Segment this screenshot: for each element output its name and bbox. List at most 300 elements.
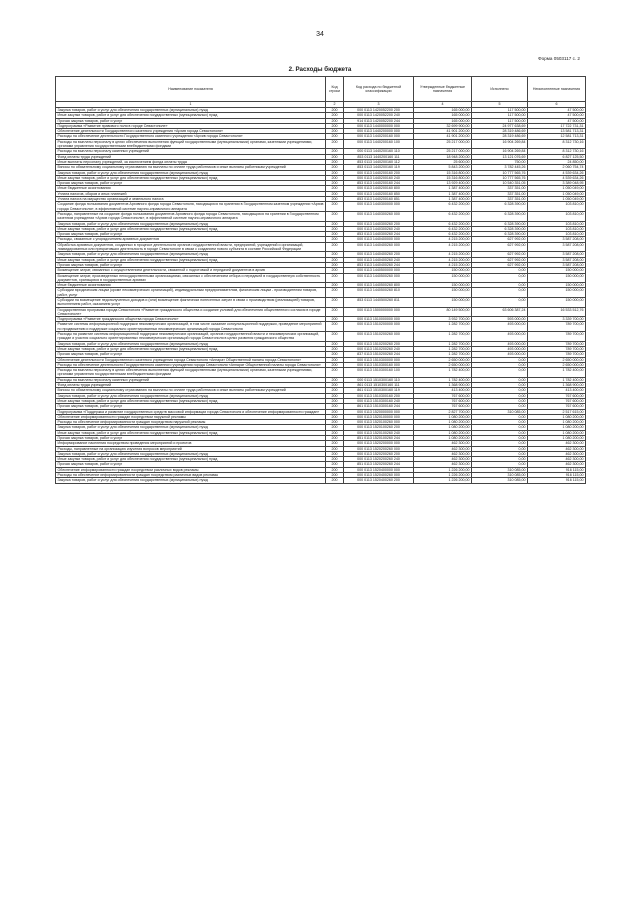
row-budget-code-cell: 000 0113 1440200160 240 (344, 175, 414, 180)
row-name-cell: Закупка товаров, работ и услуг для обеспечения государственных (муниципальных) нужд (56, 478, 326, 483)
row-budget-code-cell: 000 0113 1520400260 000 (344, 473, 414, 478)
row-executed-cell: 10 777 565,76 (472, 175, 528, 180)
row-name-cell: Расходы на обеспечение деятельности Государственного казенного учреждения «Архив города Севастополя» (56, 134, 326, 139)
row-name-cell: Расходы на обеспечение информированности граждан посредством наружной рекламы (56, 420, 326, 425)
row-budget-code-cell: 000 0113 1500000000 000 (344, 307, 414, 317)
row-budget-code-cell: 000 0113 1510200260 240 (344, 346, 414, 351)
row-code-cell: 200 (326, 170, 344, 175)
row-name-cell: Иные закупки товаров, работ и услуг для обеспечения государственных (муниципальных) нужд (56, 430, 326, 435)
row-budget-code-cell: 000 0113 1440400260 240 (344, 257, 414, 262)
row-executed-cell: 0,00 (472, 451, 528, 456)
row-unexecuted-cell: 462 300,00 (528, 441, 586, 446)
row-budget-code-cell: 000 0113 1520400260 200 (344, 478, 414, 483)
row-budget-code-cell: 000 0113 1520200260 200 (344, 451, 414, 456)
row-budget-code-cell: 000 0113 1510300160 000 (344, 362, 414, 367)
row-code-cell: 200 (326, 307, 344, 317)
row-approved-cell: 1 080 200,00 (414, 425, 472, 430)
row-code-cell: 200 (326, 262, 344, 267)
row-approved-cell: 4 215 200,00 (414, 242, 472, 252)
row-code-cell: 200 (326, 242, 344, 252)
table-row (56, 478, 586, 483)
row-budget-code-cell: 853 0113 1440300260 244 (344, 232, 414, 237)
row-approved-cell: 1 282 700,00 (414, 332, 472, 342)
row-executed-cell: 0,00 (472, 441, 528, 446)
row-name-cell: Прочая закупка товаров, работ и услуг (56, 404, 326, 409)
row-name-cell: Возмещение затрат, произведенных негосударственными организациями, связанных с обеспечением отбора и передачей в государственную собственность документов, хранящихся в государственных архивах (56, 273, 326, 283)
row-name-cell: Расходы, направленные на организацию изучения вопросов мероприятий (56, 446, 326, 451)
row-name-cell: Обеспечение деятельности Государственного казенного учреждения «Архив города Севастополя» (56, 129, 326, 134)
row-name-cell: Закупка товаров, работ и услуг для обеспечения государственных (муниципальных) нужд (56, 108, 326, 113)
row-code-cell: 200 (326, 268, 344, 273)
row-name-cell: Иные закупки товаров, работ и услуг для обеспечения государственных (муниципальных) нужд (56, 226, 326, 231)
row-name-cell: Закупка товаров, работ и услуг для обеспечения государственных (муниципальных) нужд (56, 341, 326, 346)
row-approved-cell: 1 080 200,00 (414, 430, 472, 435)
row-unexecuted-cell: 3 339 700,00 (528, 317, 586, 322)
row-unexecuted-cell: 150 000,00 (528, 288, 586, 298)
row-unexecuted-cell: 767 600,00 (528, 393, 586, 398)
row-approved-cell: 1 080 200,00 (414, 436, 472, 441)
row-name-cell: Подпрограмма «Развитие гражданского общества города Севастополя» (56, 317, 326, 322)
row-executed-cell: 28 319 486,69 (472, 134, 528, 139)
row-name-cell: Закупка товаров, работ и услуг для обеспечения государственных (муниципальных) нужд (56, 393, 326, 398)
row-approved-cell: 150 000,00 (414, 288, 472, 298)
table-row (56, 211, 586, 221)
row-executed-cell: 0,00 (472, 430, 528, 435)
row-budget-code-cell: 000 0113 1440200160 200 (344, 170, 414, 175)
row-name-cell: Уплата налога на имущество организаций и земельного налога (56, 197, 326, 202)
row-code-cell: 200 (326, 393, 344, 398)
row-name-cell: Субсидии юридическим лицам (кроме некоммерческих организаций), индивидуальным предпринимателям, физическим лицам - производителям товаров, работ, услуг (56, 288, 326, 298)
row-executed-cell: 0,00 (472, 398, 528, 403)
row-name-cell: Закупка товаров, работ и услуг для обеспечения государственных (муниципальных) нужд (56, 221, 326, 226)
table-row (56, 297, 586, 307)
row-name-cell: Взносы по обязательному социальному страхованию на выплаты по оплате труда работников и иные выплаты работникам учреждений (56, 388, 326, 393)
row-executed-cell: 0,00 (472, 357, 528, 362)
row-unexecuted-cell: 2 517 615,00 (528, 409, 586, 414)
row-code-cell: 200 (326, 436, 344, 441)
header-index: 4 (414, 102, 472, 108)
row-approved-cell: 462 300,00 (414, 462, 472, 467)
row-executed-cell: 750,00 (472, 159, 528, 164)
row-executed-cell: 493 000,00 (472, 346, 528, 351)
row-code-cell: 200 (326, 118, 344, 123)
row-name-cell: Информирование населения посредством проведения мероприятий и проектов (56, 441, 326, 446)
row-executed-cell: 0,00 (472, 362, 528, 367)
row-budget-code-cell: 000 0113 1420052200 240 (344, 113, 414, 118)
row-unexecuted-cell: 3 587 208,00 (528, 237, 586, 242)
row-budget-code-cell: 000 0113 1440300260 240 (344, 226, 414, 231)
row-budget-code-cell: 000 0113 1510000000 000 (344, 317, 414, 322)
row-approved-cell: 1 387 400,00 (414, 186, 472, 191)
row-name-cell: Иные выплаты персоналу учреждений, за исключением фонда оплаты труда (56, 159, 326, 164)
row-budget-code-cell: 000 0113 1520200260 000 (344, 446, 414, 451)
header-indicator: Наименование показателя (56, 77, 326, 102)
row-approved-cell: 767 600,00 (414, 393, 472, 398)
row-budget-code-cell: 000 0113 1440200160 000 (344, 134, 414, 139)
row-unexecuted-cell: 1 368 900,00 (528, 383, 586, 388)
row-unexecuted-cell: 767 600,00 (528, 398, 586, 403)
row-name-cell: Расходы на выплаты персоналу казенных учреждений (56, 149, 326, 154)
row-executed-cell: 0,00 (472, 446, 528, 451)
row-budget-code-cell: 861 0113 1510300160 111 (344, 383, 414, 388)
row-executed-cell: 10 540 351,05 (472, 181, 528, 186)
row-executed-cell: 0,00 (472, 283, 528, 288)
row-name-cell: Обработка архивных документов, созданных в процессе деятельности органов государственной власти, предприятий, учреждений и организаций, ликвидированных или прекративших деятельность в городе Севастополе в связи с созданием нового субъекта в составе Российской Федерации (56, 242, 326, 252)
row-name-cell: Обеспечение информированности граждан посредством различных видов рекламы (56, 467, 326, 472)
row-unexecuted-cell: 103 810,00 (528, 211, 586, 221)
row-code-cell: 200 (326, 357, 344, 362)
row-name-cell: Иные закупки товаров, работ и услуг для обеспечения государственных (муниципальных) нужд (56, 175, 326, 180)
row-budget-code-cell: 000 0113 1440500260 810 (344, 288, 414, 298)
header-budget-code: Код расхода по бюджетной классификации (344, 77, 414, 102)
row-name-cell: Фонд оплаты труда учреждений (56, 383, 326, 388)
row-budget-code-cell: 000 0113 1440200160 100 (344, 139, 414, 149)
row-code-cell: 200 (326, 425, 344, 430)
row-executed-cell: 0,00 (472, 425, 528, 430)
row-budget-code-cell: 853 0113 1440200160 111 (344, 154, 414, 159)
table-row (56, 332, 586, 342)
header-executed: Исполнено (472, 77, 528, 102)
row-unexecuted-cell: 13 581 713,31 (528, 129, 586, 134)
row-name-cell: Развитие системы информационной поддержки некоммерческих организаций, в том числе оказание консультационной поддержки, проведение мероприятий по продвижению и поддержке социально ориентированных некоммерческих организаций города Севастополя (56, 322, 326, 332)
row-unexecuted-cell: 16 533 512,76 (528, 307, 586, 317)
row-code-cell: 200 (326, 398, 344, 403)
row-approved-cell: 462 300,00 (414, 441, 472, 446)
row-unexecuted-cell: 4 539 634,26 (528, 175, 586, 180)
row-approved-cell: 767 600,00 (414, 404, 472, 409)
table-row (56, 273, 586, 283)
row-executed-cell: 627 992,00 (472, 242, 528, 252)
row-code-cell: 200 (326, 221, 344, 226)
row-approved-cell: 1 782 400,00 (414, 377, 472, 382)
row-approved-cell: 1 226 200,00 (414, 473, 472, 478)
row-approved-cell: 165 000,00 (414, 108, 472, 113)
row-budget-code-cell: 837 0113 1510200260 244 (344, 352, 414, 357)
row-unexecuted-cell: 103 810,00 (528, 232, 586, 237)
row-unexecuted-cell: 2 060 754,74 (528, 165, 586, 170)
row-code-cell: 200 (326, 377, 344, 382)
row-name-cell: Субсидии на возмещение недополученных доходов и (или) возмещение фактически понесенных затрат в связи с производством (реализацией) товаров, выполнением работ, оказанием услуг (56, 297, 326, 307)
header-line-code: Код строки (326, 77, 344, 102)
row-name-cell: Закупка товаров, работ и услуг для обеспечения государственных (муниципальных) нужд (56, 170, 326, 175)
row-budget-code-cell: 000 0113 1520200000 000 (344, 441, 414, 446)
row-code-cell: 200 (326, 257, 344, 262)
row-budget-code-cell: 853 0113 1440200160 119 (344, 165, 414, 170)
row-approved-cell: 1 080 200,00 (414, 414, 472, 419)
row-executed-cell: 0,00 (472, 420, 528, 425)
row-approved-cell: 150 000,00 (414, 283, 472, 288)
row-approved-cell: 462 300,00 (414, 457, 472, 462)
row-executed-cell: 117 500,00 (472, 118, 528, 123)
row-executed-cell: 493 000,00 (472, 322, 528, 332)
row-budget-code-cell: 861 0113 1510300160 244 (344, 404, 414, 409)
header-index: 6 (528, 102, 586, 108)
row-executed-cell: 493 000,00 (472, 332, 528, 342)
row-budget-code-cell: 000 0113 1440400260 000 (344, 242, 414, 252)
row-unexecuted-cell: 47 500,00 (528, 118, 586, 123)
row-executed-cell: 593 000,00 (472, 317, 528, 322)
row-name-cell: Прочая закупка товаров, работ и услуг (56, 352, 326, 357)
row-executed-cell: 627 992,00 (472, 237, 528, 242)
row-executed-cell: 3 782 445,26 (472, 165, 528, 170)
row-name-cell: Закупка товаров, работ и услуг для обеспечения государственных (муниципальных) нужд (56, 252, 326, 257)
row-name-cell: Уплата налогов, сборов и иных платежей (56, 191, 326, 196)
row-budget-code-cell: 000 0113 1510200260 000 (344, 332, 414, 342)
row-executed-cell: 0,00 (472, 436, 528, 441)
row-name-cell: Расходы, направленные на создание фонда пользования документов Архивного фонда города Севастополя, находящихся на хранении в Государственном казенном учреждении «Архив города Севастополя», в эффективной системе научно-справочного аппарата (56, 211, 326, 221)
row-code-cell: 200 (326, 441, 344, 446)
row-executed-cell: 337 351,00 (472, 186, 528, 191)
row-code-cell: 200 (326, 297, 344, 307)
row-code-cell: 200 (326, 113, 344, 118)
row-unexecuted-cell: 12 581 713,31 (528, 134, 586, 139)
row-approved-cell: 4 215 200,00 (414, 257, 472, 262)
row-approved-cell: 6 432 200,00 (414, 226, 472, 231)
row-budget-code-cell: 000 0113 1440500000 000 (344, 268, 414, 273)
row-budget-code-cell: 000 0113 1440400000 000 (344, 237, 414, 242)
row-code-cell: 200 (326, 159, 344, 164)
header-index: 3 (344, 102, 414, 108)
row-code-cell: 200 (326, 341, 344, 346)
row-approved-cell: 767 600,00 (414, 398, 472, 403)
row-unexecuted-cell: 150 000,00 (528, 297, 586, 307)
row-executed-cell: 16 904 269,84 (472, 149, 528, 154)
row-executed-cell: 337 351,00 (472, 191, 528, 196)
row-unexecuted-cell: 150 000,00 (528, 283, 586, 288)
row-unexecuted-cell: 3 587 208,00 (528, 252, 586, 257)
row-budget-code-cell: 000 0113 1510200000 000 (344, 322, 414, 332)
row-unexecuted-cell: 462 300,00 (528, 451, 586, 456)
row-unexecuted-cell: 103 810,00 (528, 226, 586, 231)
row-code-cell: 200 (326, 420, 344, 425)
row-code-cell: 200 (326, 368, 344, 378)
row-name-cell: Закупка товаров, работ и услуг для обеспечения государственных (муниципальных) нужд (56, 425, 326, 430)
table-row (56, 322, 586, 332)
table-header (56, 77, 586, 108)
row-code-cell: 200 (326, 273, 344, 283)
row-code-cell: 200 (326, 317, 344, 322)
row-unexecuted-cell: 3 389 048,95 (528, 181, 586, 186)
row-approved-cell: 1 282 700,00 (414, 322, 472, 332)
row-name-cell: Расходы на обеспечение деятельности Государственного казенного учреждения города Севастополя «Аппарат Общественной палаты города Севастополя» (56, 362, 326, 367)
row-name-cell: Прочая закупка товаров, работ и услуг (56, 262, 326, 267)
row-approved-cell: 462 300,00 (414, 451, 472, 456)
row-unexecuted-cell: 17 722 731,31 (528, 123, 586, 128)
row-unexecuted-cell: 2 650 000,00 (528, 357, 586, 362)
row-code-cell: 200 (326, 414, 344, 419)
row-budget-code-cell: 000 0113 1440200160 800 (344, 186, 414, 191)
row-executed-cell: 6 328 390,00 (472, 202, 528, 212)
row-budget-code-cell: 000 0113 1520100260 200 (344, 425, 414, 430)
row-name-cell: Обеспечение деятельности Государственного казенного учреждения города Севастополя «Аппарат Общественной палаты города Севастополя» (56, 357, 326, 362)
row-approved-cell: 5 843 200,00 (414, 165, 472, 170)
row-executed-cell: 0,00 (472, 273, 528, 283)
row-executed-cell: 0,00 (472, 268, 528, 273)
row-budget-code-cell: 000 0113 1510200260 200 (344, 341, 414, 346)
row-code-cell: 200 (326, 175, 344, 180)
row-code-cell: 200 (326, 462, 344, 467)
form-code: Форма 0503117 с. 2 (538, 56, 580, 61)
row-executed-cell: 6 328 390,00 (472, 221, 528, 226)
row-budget-code-cell: 000 0113 1520100000 000 (344, 414, 414, 419)
row-name-cell: Иные закупки товаров, работ и услуг для обеспечения государственных (муниципальных) нужд (56, 457, 326, 462)
row-unexecuted-cell: 916 115,00 (528, 467, 586, 472)
row-executed-cell: 0,00 (472, 377, 528, 382)
row-approved-cell: 1 226 200,00 (414, 467, 472, 472)
row-name-cell: Иные закупки товаров, работ и услуг для обеспечения государственных (муниципальных) нужд (56, 113, 326, 118)
row-budget-code-cell: 000 0113 1440500260 000 (344, 273, 414, 283)
row-unexecuted-cell: 4 539 634,26 (528, 170, 586, 175)
row-unexecuted-cell: 1 050 049,00 (528, 186, 586, 191)
row-name-cell: Иные закупки товаров, работ и услуг для обеспечения государственных (муниципальных) нужд (56, 346, 326, 351)
row-unexecuted-cell: 789 700,00 (528, 322, 586, 332)
row-code-cell: 200 (326, 211, 344, 221)
row-budget-code-cell: 000 0113 1440000000 000 (344, 123, 414, 128)
row-unexecuted-cell: 150 000,00 (528, 268, 586, 273)
row-approved-cell: 25 217 000,00 (414, 149, 472, 154)
row-budget-code-cell: 000 0113 1510300000 000 (344, 357, 414, 362)
row-approved-cell: 2 827 700,00 (414, 409, 472, 414)
row-unexecuted-cell: 1 080 200,00 (528, 414, 586, 419)
row-approved-cell: 4 215 200,00 (414, 252, 472, 257)
row-unexecuted-cell: 3 587 208,00 (528, 262, 586, 267)
row-budget-code-cell: 851 0113 1520100260 244 (344, 436, 414, 441)
row-code-cell: 200 (326, 202, 344, 212)
row-approved-cell: 4 215 200,00 (414, 237, 472, 242)
row-approved-cell: 150 000,00 (414, 297, 472, 307)
row-unexecuted-cell: 767 600,00 (528, 404, 586, 409)
row-approved-cell: 32 699 900,00 (414, 123, 472, 128)
row-budget-code-cell: 851 0113 1520200260 244 (344, 462, 414, 467)
row-unexecuted-cell: 789 700,00 (528, 341, 586, 346)
row-budget-code-cell: 000 0113 1520400000 000 (344, 467, 414, 472)
row-code-cell: 200 (326, 383, 344, 388)
row-budget-code-cell: 000 0113 1510300160 100 (344, 368, 414, 378)
row-executed-cell: 493 000,00 (472, 352, 528, 357)
row-budget-code-cell: 000 0113 1440200160 110 (344, 149, 414, 154)
row-unexecuted-cell: 103 810,00 (528, 202, 586, 212)
row-budget-code-cell: 000 0113 1440500260 800 (344, 283, 414, 288)
row-unexecuted-cell: 8 312 730,16 (528, 139, 586, 149)
row-approved-cell: 1 368 900,00 (414, 383, 472, 388)
table-row (56, 288, 586, 298)
row-budget-code-cell: 000 0113 1520100260 000 (344, 420, 414, 425)
row-approved-cell: 150 000,00 (414, 268, 472, 273)
row-code-cell: 200 (326, 139, 344, 149)
row-code-cell: 200 (326, 409, 344, 414)
row-code-cell: 200 (326, 388, 344, 393)
row-code-cell: 200 (326, 123, 344, 128)
row-approved-cell: 1 782 400,00 (414, 368, 472, 378)
row-unexecuted-cell: 413 400,00 (528, 388, 586, 393)
row-approved-cell: 1 387 400,00 (414, 197, 472, 202)
row-code-cell: 200 (326, 154, 344, 159)
row-executed-cell: 28 319 486,69 (472, 129, 528, 134)
row-name-cell: Фонд оплаты труда учреждений (56, 154, 326, 159)
row-unexecuted-cell: 1 080 200,00 (528, 436, 586, 441)
section-title: 2. Расходы бюджета (288, 66, 352, 73)
row-code-cell: 200 (326, 478, 344, 483)
row-unexecuted-cell: 1 050 049,00 (528, 191, 586, 196)
row-executed-cell: 0,00 (472, 368, 528, 378)
row-unexecuted-cell: 150 000,00 (528, 273, 586, 283)
row-executed-cell: 0,00 (472, 388, 528, 393)
row-budget-code-cell: 853 0113 1440400260 244 (344, 262, 414, 267)
row-code-cell: 200 (326, 186, 344, 191)
row-executed-cell: 310 085,00 (472, 478, 528, 483)
row-name-cell: Обеспечение информированности граждан посредством наружной рекламы (56, 414, 326, 419)
row-unexecuted-cell: 1 782 400,00 (528, 368, 586, 378)
row-code-cell: 200 (326, 134, 344, 139)
row-name-cell: Иные бюджетные ассигнования (56, 186, 326, 191)
row-code-cell: 200 (326, 430, 344, 435)
row-name-cell: Прочая закупка товаров, работ и услуг (56, 232, 326, 237)
row-approved-cell: 3 932 700,00 (414, 317, 472, 322)
row-executed-cell: 6 328 390,00 (472, 232, 528, 237)
row-code-cell: 200 (326, 332, 344, 342)
row-budget-code-cell: 000 0113 1440300260 200 (344, 221, 414, 226)
row-name-cell: Закупка товаров, работ и услуг для обеспечения государственных (муниципальных) нужд (56, 451, 326, 456)
row-name-cell: Подпрограмма «Поддержка и развитие государственных средств массовой информации города Севастополя и обеспечение информированности граждан» (56, 409, 326, 414)
row-budget-code-cell: 000 0113 1420052200 200 (344, 108, 414, 113)
row-budget-code-cell: 853 0113 1440200160 112 (344, 159, 414, 164)
row-executed-cell: 10 777 565,76 (472, 170, 528, 175)
row-approved-cell: 462 300,00 (414, 446, 472, 451)
row-budget-code-cell: 000 0113 1520200260 240 (344, 457, 414, 462)
row-name-cell: Иные бюджетные ассигнования (56, 283, 326, 288)
row-name-cell: Расходы на развитие системы информационной поддержки некоммерческих организаций, органов государственной власти и некоммерческих организаций, граждан и участия социально ориентированных некоммерческих организаций города Севастополя в целях развития гражданского общества (56, 332, 326, 342)
row-budget-code-cell: 000 0113 1510300160 110 (344, 377, 414, 382)
row-code-cell: 200 (326, 362, 344, 367)
row-approved-cell: 150 000,00 (414, 273, 472, 283)
row-approved-cell: 25 217 000,00 (414, 139, 472, 149)
row-executed-cell: 0,00 (472, 414, 528, 419)
row-budget-code-cell: 914 0113 1420052200 244 (344, 118, 414, 123)
row-code-cell: 200 (326, 288, 344, 298)
row-code-cell: 200 (326, 451, 344, 456)
row-code-cell: 200 (326, 457, 344, 462)
row-code-cell: 200 (326, 322, 344, 332)
row-code-cell: 200 (326, 283, 344, 288)
row-name-cell: Иные закупки товаров, работ и услуг для обеспечения государственных (муниципальных) нужд (56, 398, 326, 403)
header-index: 2 (326, 102, 344, 108)
row-code-cell: 200 (326, 149, 344, 154)
row-unexecuted-cell: 1 080 200,00 (528, 425, 586, 430)
row-executed-cell: 0,00 (472, 297, 528, 307)
row-approved-cell: 1 226 200,00 (414, 478, 472, 483)
row-code-cell: 200 (326, 352, 344, 357)
row-executed-cell: 627 992,00 (472, 257, 528, 262)
row-executed-cell: 627 992,00 (472, 262, 528, 267)
row-budget-code-cell: 000 0113 1520000000 000 (344, 409, 414, 414)
header-index: 5 (472, 102, 528, 108)
row-unexecuted-cell: 47 500,00 (528, 108, 586, 113)
row-code-cell: 200 (326, 237, 344, 242)
expenditure-table (55, 76, 586, 484)
row-approved-cell: 2 650 000,00 (414, 357, 472, 362)
row-budget-code-cell: 000 0113 1440200000 000 (344, 129, 414, 134)
row-approved-cell: 6 432 200,00 (414, 232, 472, 237)
row-budget-code-cell: 000 0113 1440400260 200 (344, 252, 414, 257)
row-unexecuted-cell: 103 810,00 (528, 221, 586, 226)
row-budget-code-cell: 000 0113 1520100260 240 (344, 430, 414, 435)
row-executed-cell: 6 328 390,00 (472, 226, 528, 231)
row-approved-cell: 80 149 500,00 (414, 307, 472, 317)
row-executed-cell: 117 500,00 (472, 113, 528, 118)
row-approved-cell: 6 432 200,00 (414, 221, 472, 226)
row-budget-code-cell: 000 0113 1440200160 850 (344, 191, 414, 196)
row-code-cell: 200 (326, 404, 344, 409)
